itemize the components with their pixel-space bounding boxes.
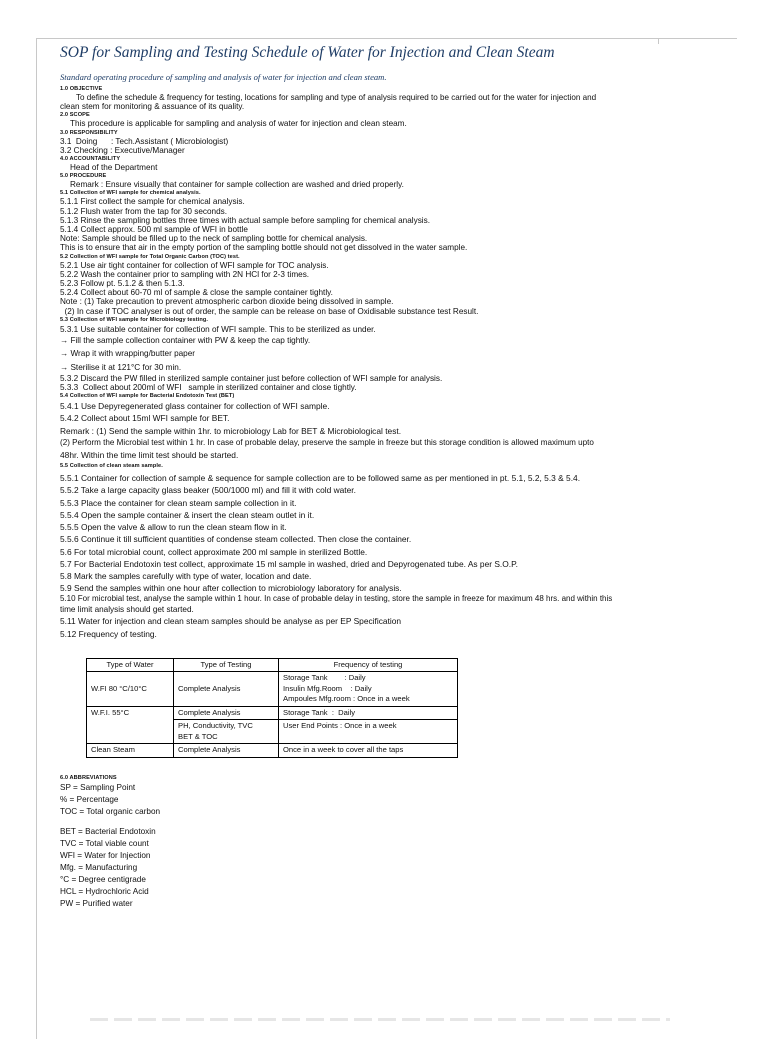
- procedure-line: → Fill the sample collection container with PW & keep the cap tightly.: [60, 335, 311, 345]
- procedure-line: 5.7 For Bacterial Endotoxin test collect, approximate 15 ml sample in washed, dried and Depyrogenated tube. As per S.O.P.: [60, 558, 518, 569]
- frequency-line: Storage Tank : Daily: [283, 673, 366, 683]
- table-cell-frequency: Storage Tank : Daily: [279, 706, 458, 720]
- procedure-line: 5.2.3 Follow pt. 5.1.2 & then 5.1.3.: [60, 279, 185, 289]
- abbreviation-item: PW = Purified water: [60, 898, 133, 908]
- responsibility-item: 3.2 Checking : Executive/Manager: [60, 145, 185, 155]
- procedure-line: → Wrap it with wrapping/butter paper: [60, 348, 196, 358]
- accountability-text: Head of the Department: [70, 163, 158, 173]
- table-cell-water-type: Clean Steam: [87, 744, 174, 758]
- section-heading-scope: 2.0 SCOPE: [60, 112, 90, 119]
- section-heading-abbreviations: 6.0 ABBREVIATIONS: [60, 774, 117, 781]
- table-header-row: [87, 658, 458, 672]
- table-header-cell: Type of Water: [87, 658, 174, 672]
- testing-line: BET & TOC: [178, 731, 218, 741]
- abbreviation-item: WFI = Water for Injection: [60, 850, 151, 860]
- subsection-heading: 5.5 Collection of clean steam sample.: [60, 463, 163, 470]
- subsection-heading: 5.1 Collection of WFI sample for chemical analysis.: [60, 190, 201, 197]
- procedure-line: 5.4.1 Use Depyregenerated glass container for collection of WFI sample.: [60, 401, 330, 412]
- objective-line-1: To define the schedule & frequency for testing, locations for sampling and type of analysis required to be carried out for the water for injection and: [76, 93, 597, 102]
- procedure-line: 5.2.2 Wash the container prior to sampling with 2N HCl for 2-3 times.: [60, 269, 310, 279]
- faded-preview-text: [90, 1018, 670, 1021]
- procedure-line: 5.10 For microbial test, analyse the sample within 1 hour. In case of probable delay in testing, store the sample in freeze for maximum 48 hrs. and within this: [60, 594, 613, 604]
- table-row: [87, 744, 458, 758]
- table-header-cell: Frequency of testing: [279, 658, 458, 672]
- procedure-line: (2) In case if TOC analyser is out of order, the sample can be release on base of Oxidisable substance test Result.: [60, 306, 479, 316]
- procedure-line: 5.5.3 Place the container for clean steam sample collection in it.: [60, 497, 297, 508]
- procedure-line: 5.3.1 Use suitable container for collection of WFI sample. This to be sterilized as under.: [60, 324, 376, 334]
- frequency-line: Insulin Mfg.Room : Daily: [283, 683, 372, 693]
- table-header-cell: Type of Testing: [174, 658, 279, 672]
- responsibility-item: 3.1 Doing : Tech.Assistant ( Microbiologist): [60, 136, 229, 146]
- abbreviation-item: % = Percentage: [60, 794, 119, 804]
- procedure-line: 5.2.4 Collect about 60-70 ml of sample & close the sample container tightly.: [60, 288, 333, 298]
- section-heading-responsibility: 3.0 RESPONSIBILITY: [60, 129, 118, 136]
- procedure-line: 5.1.2 Flush water from the tap for 30 seconds.: [60, 206, 228, 216]
- abbreviation-item: Mfg. = Manufacturing: [60, 862, 138, 872]
- procedure-line: 5.5.5 Open the valve & allow to run the clean steam flow in it.: [60, 522, 287, 533]
- document-subtitle: Standard operating procedure of sampling and analysis of water for injection and clean steam.: [60, 72, 387, 82]
- testing-line: PH, Conductivity, TVC: [178, 721, 253, 731]
- scope-text: This procedure is applicable for sampling and analysis of water for injection and clean steam.: [70, 119, 407, 129]
- procedure-line: 5.3.3 Collect about 200ml of WFI sample in sterilized container and close tightly.: [60, 383, 357, 393]
- procedure-line: 5.1.1 First collect the sample for chemical analysis.: [60, 197, 245, 207]
- table-cell-testing-type: Complete Analysis: [174, 706, 279, 720]
- procedure-line: → Sterilise it at 121°C for 30 min.: [60, 362, 182, 372]
- subsection-heading: 5.3 Collection of WFI sample for Microbiology testing.: [60, 316, 209, 323]
- abbreviation-item: TVC = Total viable count: [60, 838, 149, 848]
- table-row: [87, 672, 458, 707]
- procedure-line: 5.5.4 Open the sample container & insert the clean steam outlet in it.: [60, 509, 315, 520]
- procedure-line: Remark : (1) Send the sample within 1hr. to microbiology Lab for BET & Microbiological test.: [60, 425, 402, 436]
- procedure-line: This is to ensure that air in the empty portion of the sampling bottle should not get dissolved in the water sample.: [60, 243, 468, 253]
- table-cell-testing-type: Complete Analysis: [174, 672, 279, 707]
- abbreviation-item: SP = Sampling Point: [60, 782, 136, 792]
- subsection-heading: 5.2 Collection of WFI sample for Total Organic Carbon (TOC) test.: [60, 253, 240, 260]
- procedure-line: 48hr. Within the time limit test should be started.: [60, 450, 239, 461]
- procedure-line: Note: Sample should be filled up to the neck of sampling bottle for chemical analysis.: [60, 234, 368, 244]
- procedure-line: 5.11 Water for injection and clean steam samples should be analyse as per EP Specification: [60, 616, 402, 627]
- section-heading-objective: 1.0 OBJECTIVE: [60, 86, 103, 92]
- table-row: [87, 706, 458, 720]
- table-cell-testing-type: [174, 720, 279, 744]
- procedure-line: 5.3.2 Discard the PW filled in sterilized sample container just before collection of WFI sample for analysis.: [60, 373, 443, 383]
- section-heading-accountability: 4.0 ACCOUNTABILITY: [60, 156, 121, 163]
- procedure-line: 5.8 Mark the samples carefully with type of water, location and date.: [60, 570, 312, 581]
- procedure-line: 5.4.2 Collect about 15ml WFI sample for BET.: [60, 413, 230, 424]
- table-cell-testing-type: Complete Analysis: [174, 744, 279, 758]
- procedure-line: 5.9 Send the samples within one hour after collection to microbiology laboratory for analysis.: [60, 583, 402, 594]
- table-cell-frequency: Once in a week to cover all the taps: [279, 744, 458, 758]
- procedure-line: 5.6 For total microbial count, collect approximate 200 ml sample in sterilized Bottle.: [60, 546, 368, 557]
- procedure-line: (2) Perform the Microbial test within 1 hr. In case of probable delay, preserve the sample in freeze but this storage condition is allowed maximum upto: [60, 437, 594, 447]
- procedure-line: 5.12 Frequency of testing.: [60, 628, 157, 639]
- frequency-line: Ampoules Mfg.room : Once in a week: [283, 694, 410, 704]
- procedure-line: Note : (1) Take precaution to prevent atmospheric carbon dioxide being dissolved in sample.: [60, 297, 394, 307]
- table-cell-water-type: W.FI 80 °C/10°C: [87, 672, 174, 707]
- abbreviation-item: HCL = Hydrochloric Acid: [60, 886, 149, 896]
- procedure-line: 5.5.2 Take a large capacity glass beaker (500/1000 ml) and fill it with cold water.: [60, 485, 356, 496]
- testing-frequency-table: [86, 658, 458, 758]
- section-heading-procedure: 5.0 PROCEDURE: [60, 173, 107, 180]
- procedure-line: 5.5.1 Container for collection of sample & sequence for sample collection are to be followed same as per mentioned in pt. 5.1, 5.2, 5.3 & 5.4.: [60, 473, 581, 484]
- table-cell-frequency: User End Points : Once in a week: [279, 720, 458, 744]
- document-title: SOP for Sampling and Testing Schedule of Water for Injection and Clean Steam: [60, 44, 555, 61]
- abbreviation-item: °C = Degree centigrade: [60, 874, 146, 884]
- subsection-heading: 5.4 Collection of WFI sample for Bacterial Endotoxin Test (BET): [60, 393, 235, 400]
- procedure-remark: Remark : Ensure visually that container for sample collection are washed and dried properly.: [70, 180, 404, 190]
- objective-line-2: clean stem for monitoring & assuance of its quality.: [60, 102, 245, 112]
- procedure-line: 5.1.3 Rinse the sampling bottles three times with actual sample before sampling for chemical analysis.: [60, 215, 430, 225]
- table-cell-water-type: W.F.I. 55°C: [87, 706, 174, 744]
- table-cell-frequency: [279, 672, 458, 707]
- procedure-line: time limit analysis should get started.: [60, 605, 194, 615]
- abbreviation-item: BET = Bacterial Endotoxin: [60, 826, 156, 836]
- procedure-line: 5.2.1 Use air tight container for collection of WFI sample for TOC analysis.: [60, 260, 329, 270]
- procedure-line: 5.1.4 Collect approx. 500 ml sample of WFI in bottle: [60, 225, 248, 235]
- abbreviation-item: TOC = Total organic carbon: [60, 806, 161, 816]
- document-body: [60, 40, 680, 910]
- procedure-line: 5.5.6 Continue it till sufficient quantities of condense steam collected. Then close the container.: [60, 534, 412, 545]
